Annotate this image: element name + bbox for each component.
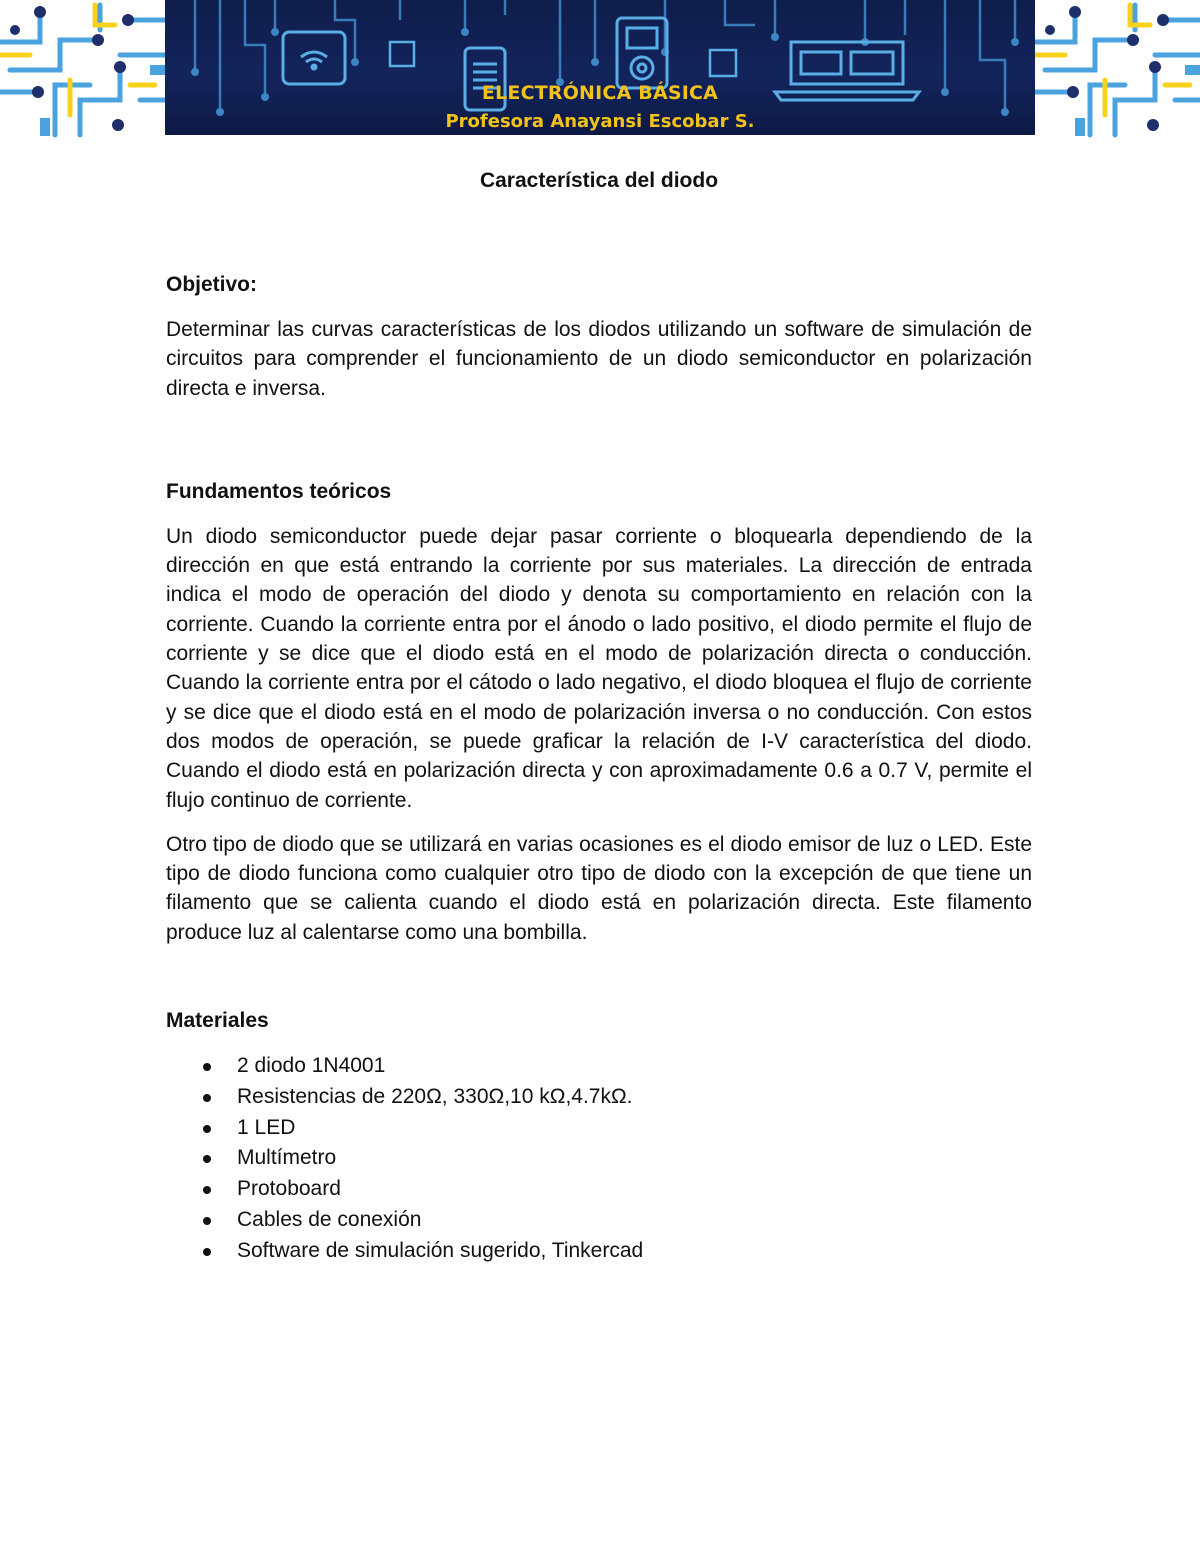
list-item: Protoboard	[166, 1174, 1032, 1205]
header-banner	[0, 0, 1200, 140]
materials-heading: Materiales	[166, 1009, 269, 1033]
document-body	[166, 166, 1032, 1267]
theory-heading: Fundamentos teóricos	[166, 479, 392, 503]
theory-paragraph-2: Otro tipo de diodo que se utilizará en varias ocasiones es el diodo emisor de luz o LED. Este tipo de diodo funciona como cualquier otro tipo de diodo con la excepción de que tiene un filamento que se calienta cuando el diodo está en polarización directa. Este filamento produce luz al calentarse como una bombilla.	[166, 832, 1032, 944]
bullet-icon	[203, 1186, 211, 1194]
list-item: 1 LED	[166, 1113, 1032, 1144]
circuit-board-icon	[390, 42, 736, 76]
objective-text: Determinar las curvas características de los diodos utilizando un software de simulación de circuitos para comprender el funcionamiento de un diodo semiconductor en polarización directa e inversa.	[166, 318, 1032, 400]
list-item: Resistencias de 220Ω, 330Ω,10 kΩ,4.7kΩ.	[166, 1082, 1032, 1113]
speaker-icon	[617, 18, 667, 88]
circuit-decoration-left	[0, 0, 165, 140]
bullet-icon	[203, 1063, 211, 1071]
theory-paragraph-1: Un diodo semiconductor puede dejar pasar corriente o bloquearla dependiendo de la dirección en que está entrando la corriente por sus materiales. La dirección de entrada indica el modo de operación del diodo y denota su comportamiento en relación con la corriente. Cuando la corriente entra por el ánodo o lado positivo, el diodo permite el flujo de corriente y se dice que el diodo está en el modo de polarización directa o conducción. Cuando la corriente entra por el cátodo o lado negativo, el diodo bloquea el flujo de corriente y se dice que el diodo está en el modo de polarización inversa o no conducción. Con estos dos modos de operación, se puede graficar la relación de I-V característica del diodo. Cuando el diodo está en polarización directa y con aproximadamente 0.6 a 0.7 V, permite el flujo continuo de corriente.	[166, 524, 1032, 812]
list-item: Multímetro	[166, 1143, 1032, 1174]
bullet-icon	[203, 1125, 211, 1133]
course-title: ELECTRÓNICA BÁSICA	[481, 82, 719, 104]
bullet-icon	[203, 1094, 211, 1102]
circuit-decoration-right	[1035, 0, 1200, 140]
bullet-icon	[203, 1217, 211, 1225]
course-banner	[165, 0, 1035, 135]
bullet-icon	[203, 1155, 211, 1163]
instructor-name: Profesora Anayansi Escobar S.	[445, 111, 755, 132]
wifi-tablet-icon	[283, 32, 345, 84]
document-title: Característica del diodo	[479, 169, 719, 192]
bullet-icon	[203, 1248, 211, 1256]
list-item: Cables de conexión	[166, 1205, 1032, 1236]
list-item: 2 diodo 1N4001	[166, 1051, 1032, 1082]
objective-heading: Objetivo:	[166, 273, 258, 296]
list-item: Software de simulación sugerido, Tinkercad	[166, 1236, 1032, 1267]
materials-list	[166, 1051, 1032, 1267]
